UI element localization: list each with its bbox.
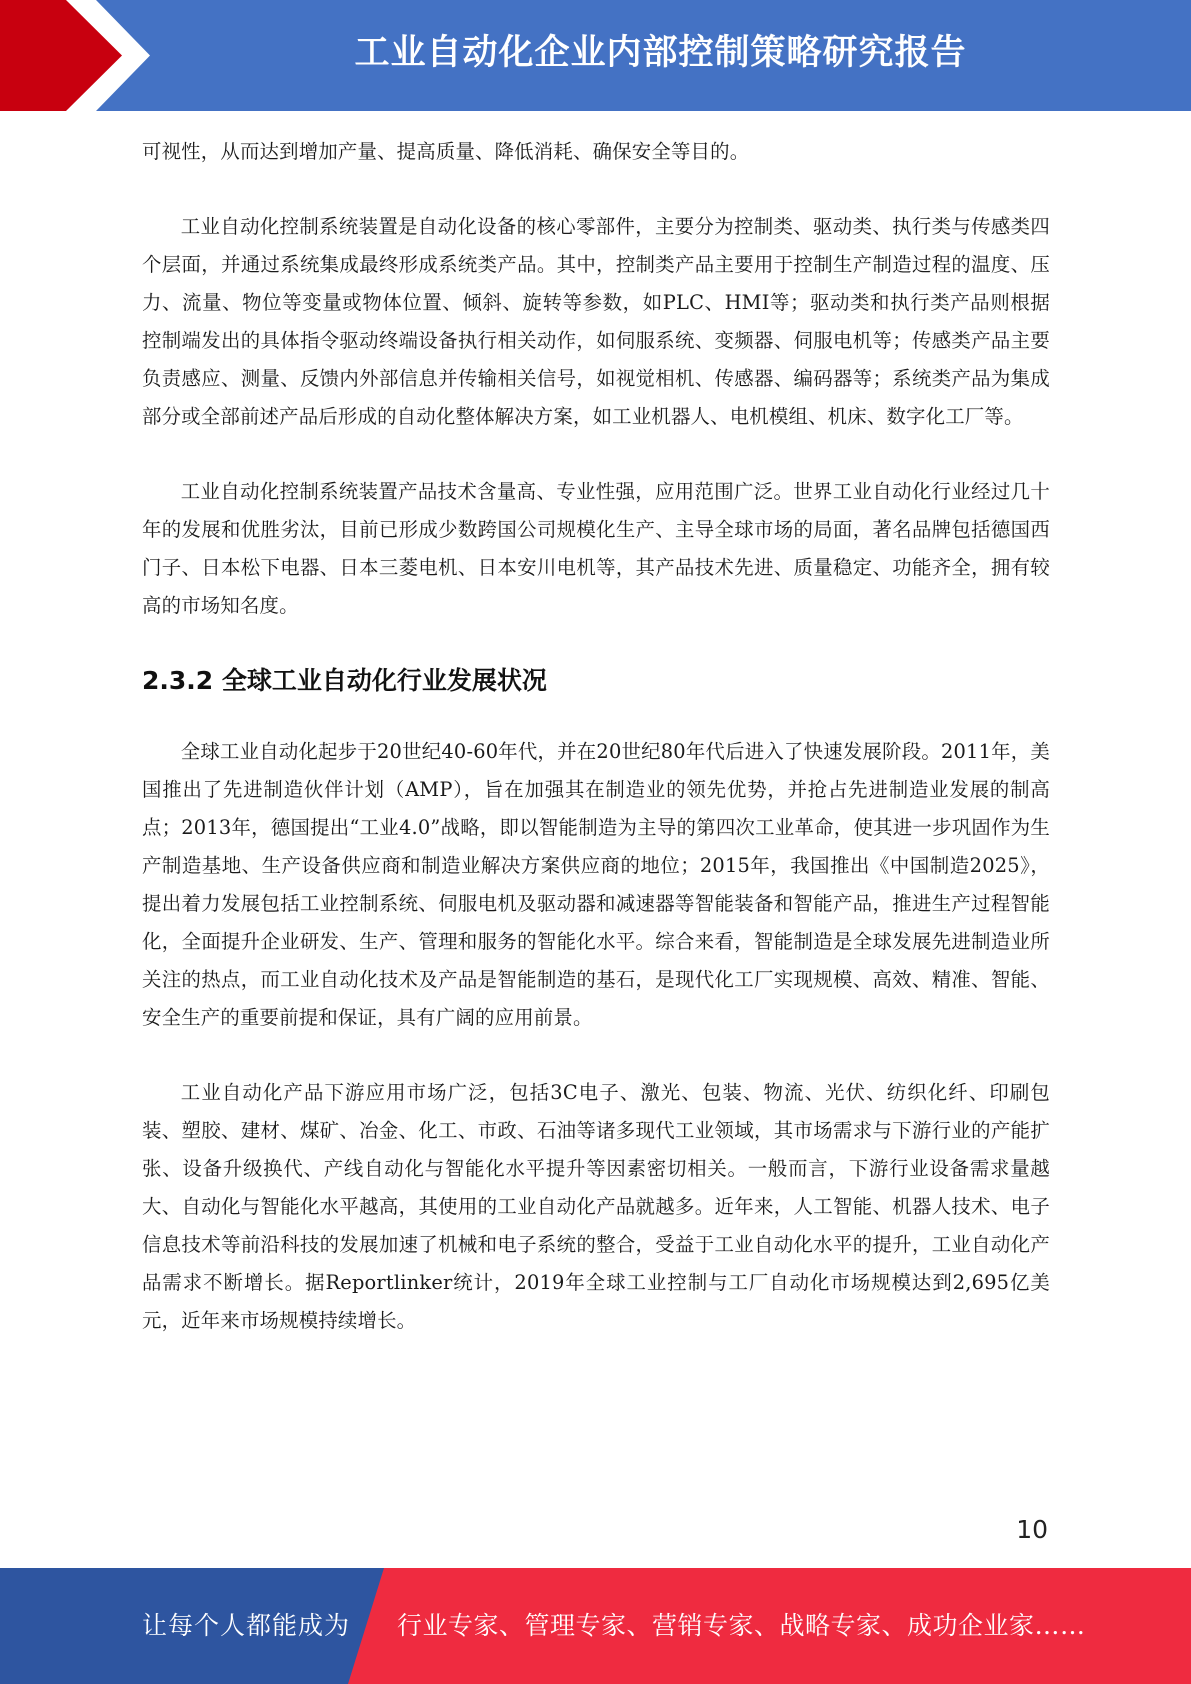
page-number: 10 [1016, 1515, 1048, 1544]
paragraph-continuation: 可视性，从而达到增加产量、提高质量、降低消耗、确保安全等目的。 [142, 140, 750, 163]
page-footer [0, 1568, 1191, 1684]
section-heading: 2.3.2 全球工业自动化行业发展状况 [142, 666, 547, 695]
footer-slogan-right: 行业专家、管理专家、营销专家、战略专家、成功企业家…… [397, 1611, 1086, 1640]
paragraph-downstream-market: 工业自动化产品下游应用市场广泛，包括3C电子、激光、包装、物流、光伏、纺织化纤、印刷包装、塑胶、建材、煤矿、冶金、化工、市政、石油等诸多现代工业领域，其市场需求与下游行业的产能扩张、设备升级换代、产线自动化与智能化水平提升等因素密切相关。一般而言，下游行业设备需求量越大、自动化与智能化水平越高，其使用的工业自动化产品就越多。近年来，人工智能、机器人技术、电子信息技术等前沿科技的发展加速了机械和电子系统的整合，受益于工业自动化水平的提升，工业自动化产品需求不断增长。据Reportlinker统计，2019年全球工业控制与工厂自动化市场规模达到2,695亿美元，近年来市场规模持续增长。 [142, 1081, 1050, 1332]
paragraph-global-brands: 工业自动化控制系统装置产品技术含量高、专业性强，应用范围广泛。世界工业自动化行业经过几十年的发展和优胜劣汰，目前已形成少数跨国公司规模化生产、主导全球市场的局面，著名品牌包括德国西门子、日本松下电器、日本三菱电机、日本安川电机等，其产品技术先进、质量稳定、功能齐全，拥有较高的市场知名度。 [142, 480, 1050, 617]
paragraph-control-system-components: 工业自动化控制系统装置是自动化设备的核心零部件，主要分为控制类、驱动类、执行类与传感类四个层面，并通过系统集成最终形成系统类产品。其中，控制类产品主要用于控制生产制造过程的温度、压力、流量、物位等变量或物体位置、倾斜、旋转等参数，如PLC、HMI等；驱动类和执行类产品则根据控制端发出的具体指令驱动终端设备执行相关动作，如伺服系统、变频器、伺服电机等；传感类产品主要负责感应、测量、反馈内外部信息并传输相关信号，如视觉相机、传感器、编码器等；系统类产品为集成部分或全部前述产品后形成的自动化整体解决方案，如工业机器人、电机模组、机床、数字化工厂等。 [142, 215, 1050, 428]
page-header [0, 0, 1191, 111]
header-arrow-logo [0, 0, 160, 111]
document-body [142, 133, 1050, 1340]
report-title: 工业自动化企业内部控制策略研究报告 [354, 33, 967, 73]
footer-slogan-left: 让每个人都能成为 [142, 1611, 351, 1640]
paragraph-global-development: 全球工业自动化起步于20世纪40-60年代，并在20世纪80年代后进入了快速发展阶段。2011年，美国推出了先进制造伙伴计划（AMP），旨在加强其在制造业的领先优势，并抢占先进制造业发展的制高点；2013年，德国提出“工业4.0”战略，即以智能制造为主导的第四次工业革命，使其进一步巩固作为生产制造基地、生产设备供应商和制造业解决方案供应商的地位；2015年，我国推出《中国制造2025》，提出着力发展包括工业控制系统、伺服电机及驱动器和减速器等智能装备和智能产品，推进生产过程智能化，全面提升企业研发、生产、管理和服务的智能化水平。综合来看，智能制造是全球发展先进制造业所关注的热点，而工业自动化技术及产品是智能制造的基石，是现代化工厂实现规模、高效、精准、智能、安全生产的重要前提和保证，具有广阔的应用前景。 [142, 740, 1050, 1029]
